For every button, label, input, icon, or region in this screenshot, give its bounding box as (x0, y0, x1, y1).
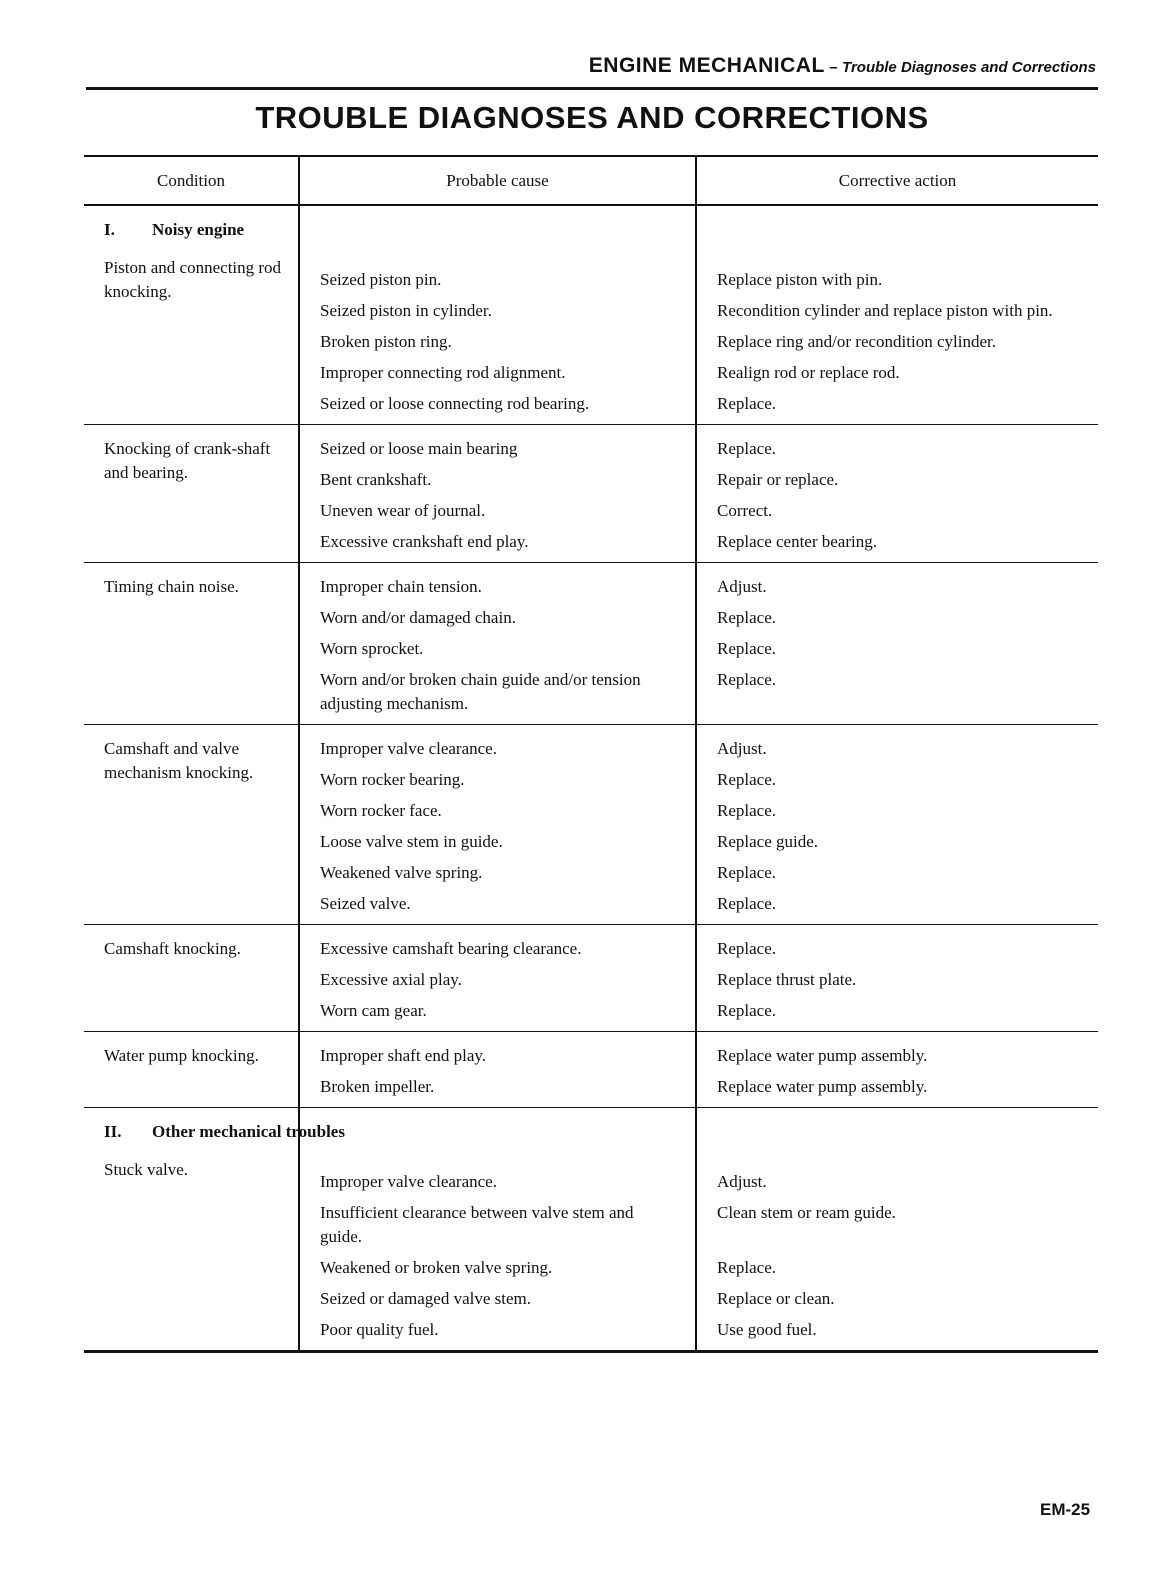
corrective-action: Adjust. (717, 1172, 767, 1191)
probable-cause: Loose valve stem in guide. (320, 832, 503, 851)
section-heading (84, 1120, 345, 1158)
probable-cause: Broken piston ring. (320, 332, 452, 351)
corrective-action: Replace. (717, 863, 776, 882)
condition-cell (84, 925, 299, 1032)
probable-cause: Worn and/or broken chain guide and/or tension adjusting mechanism. (320, 670, 641, 713)
corrective-action-cell (696, 725, 1098, 925)
corrective-action: Replace thrust plate. (717, 970, 857, 989)
condition-cell (84, 425, 299, 563)
section-spacer (300, 1120, 695, 1170)
corrective-action: Replace. (717, 1258, 776, 1277)
section-number: II. (104, 1122, 122, 1141)
column-header-probable-cause: Probable cause (299, 156, 696, 205)
probable-cause: Seized or damaged valve stem. (320, 1289, 532, 1308)
corrective-action-cell (696, 1108, 1098, 1352)
probable-cause: Uneven wear of journal. (320, 501, 486, 520)
corrective-action: Recondition cylinder and replace piston with pin. (717, 301, 1053, 320)
corrective-action: Replace. (717, 894, 776, 913)
condition-cell (84, 1032, 299, 1108)
probable-cause-cell (299, 925, 696, 1032)
probable-cause: Excessive axial play. (320, 970, 462, 989)
probable-cause: Poor quality fuel. (320, 1320, 439, 1339)
probable-cause: Worn cam gear. (320, 1001, 427, 1020)
probable-cause: Seized piston pin. (320, 270, 442, 289)
condition-cell (84, 725, 299, 925)
section-spacer (697, 1120, 1098, 1170)
corrective-action: Replace guide. (717, 832, 819, 851)
probable-cause: Improper valve clearance. (320, 1172, 497, 1191)
probable-cause: Broken impeller. (320, 1077, 435, 1096)
corrective-action: Replace. (717, 608, 776, 627)
probable-cause-cell (299, 205, 696, 425)
probable-cause-cell (299, 725, 696, 925)
probable-cause-cell (299, 1032, 696, 1108)
condition-text: Water pump knocking. (104, 1046, 259, 1065)
condition-cell (84, 205, 299, 425)
probable-cause: Seized valve. (320, 894, 411, 913)
condition-cell (84, 563, 299, 725)
section-number: I. (104, 220, 115, 239)
probable-cause: Improper connecting rod alignment. (320, 363, 566, 382)
condition-text: Camshaft and valve mechanism knocking. (104, 739, 254, 782)
table-row (84, 425, 1098, 563)
corrective-action: Replace water pump assembly. (717, 1046, 928, 1065)
probable-cause: Bent crankshaft. (320, 470, 432, 489)
running-header (86, 54, 1096, 78)
corrective-action: Realign rod or replace rod. (717, 363, 900, 382)
corrective-action: Replace piston with pin. (717, 270, 883, 289)
corrective-action-cell (696, 563, 1098, 725)
corrective-action: Repair or replace. (717, 470, 839, 489)
header-subsection-name: Trouble Diagnoses and Corrections (842, 59, 1096, 76)
corrective-action: Replace. (717, 1001, 776, 1020)
condition-text: Stuck valve. (104, 1160, 189, 1179)
corrective-action: Replace. (717, 801, 776, 820)
condition-text: Timing chain noise. (104, 577, 239, 596)
probable-cause: Seized or loose connecting rod bearing. (320, 394, 590, 413)
corrective-action: Replace water pump assembly. (717, 1077, 928, 1096)
section-spacer (697, 218, 1098, 268)
corrective-action-cell (696, 925, 1098, 1032)
section-title-text: Other mechanical troubles (152, 1122, 345, 1141)
corrective-action: Adjust. (717, 739, 767, 758)
probable-cause-cell (299, 563, 696, 725)
probable-cause: Weakened valve spring. (320, 863, 483, 882)
condition-text: Camshaft knocking. (104, 939, 241, 958)
probable-cause-cell (299, 425, 696, 563)
probable-cause: Seized or loose main bearing (320, 439, 518, 458)
section-heading (84, 218, 298, 256)
corrective-action: Replace or clean. (717, 1289, 835, 1308)
section-spacer (300, 218, 695, 268)
header-separator: – (829, 59, 838, 76)
page-number: EM-25 (1040, 1500, 1091, 1519)
probable-cause: Insufficient clearance between valve stem and guide. (320, 1203, 634, 1246)
corrective-action: Use good fuel. (717, 1320, 817, 1339)
corrective-action: Correct. (717, 501, 773, 520)
corrective-action: Replace center bearing. (717, 532, 877, 551)
header-section-name: ENGINE MECHANICAL (588, 54, 825, 77)
header-rule (86, 87, 1098, 90)
probable-cause: Improper chain tension. (320, 577, 482, 596)
section-title-text: Noisy engine (152, 220, 245, 239)
probable-cause: Weakened or broken valve spring. (320, 1258, 553, 1277)
corrective-action: Adjust. (717, 577, 767, 596)
corrective-action-cell (696, 1032, 1098, 1108)
table-header-row (84, 156, 1098, 205)
table-row (84, 1108, 1098, 1352)
corrective-action: Replace. (717, 639, 776, 658)
probable-cause: Worn and/or damaged chain. (320, 608, 516, 627)
corrective-action-cell (696, 205, 1098, 425)
probable-cause: Improper shaft end play. (320, 1046, 487, 1065)
probable-cause: Worn sprocket. (320, 639, 424, 658)
page-title: TROUBLE DIAGNOSES AND CORRECTIONS (255, 100, 929, 135)
condition-text: Knocking of crank-shaft and bearing. (104, 439, 271, 482)
corrective-action: Replace. (717, 770, 776, 789)
trouble-diagnosis-table (84, 155, 1098, 1353)
table-row (84, 925, 1098, 1032)
table-body (84, 205, 1098, 1352)
probable-cause: Improper valve clearance. (320, 739, 497, 758)
probable-cause: Worn rocker bearing. (320, 770, 465, 789)
corrective-action: Replace. (717, 394, 776, 413)
probable-cause: Seized piston in cylinder. (320, 301, 492, 320)
corrective-action: Clean stem or ream guide. (717, 1203, 896, 1222)
condition-cell (84, 1108, 345, 1352)
table-row (84, 1032, 1098, 1108)
corrective-action: Replace. (717, 670, 776, 689)
corrective-action: Replace. (717, 939, 776, 958)
probable-cause: Excessive crankshaft end play. (320, 532, 529, 551)
condition-text: Piston and connecting rod knocking. (104, 258, 282, 301)
table-row (84, 205, 1098, 425)
probable-cause: Worn rocker face. (320, 801, 442, 820)
probable-cause: Excessive camshaft bearing clearance. (320, 939, 582, 958)
probable-cause-cell (299, 1108, 696, 1352)
table-row (84, 563, 1098, 725)
table-row (84, 725, 1098, 925)
corrective-action: Replace ring and/or recondition cylinder. (717, 332, 996, 351)
corrective-action: Replace. (717, 439, 776, 458)
column-header-corrective-action: Corrective action (696, 156, 1098, 205)
column-header-condition: Condition (84, 156, 299, 205)
corrective-action-cell (696, 425, 1098, 563)
